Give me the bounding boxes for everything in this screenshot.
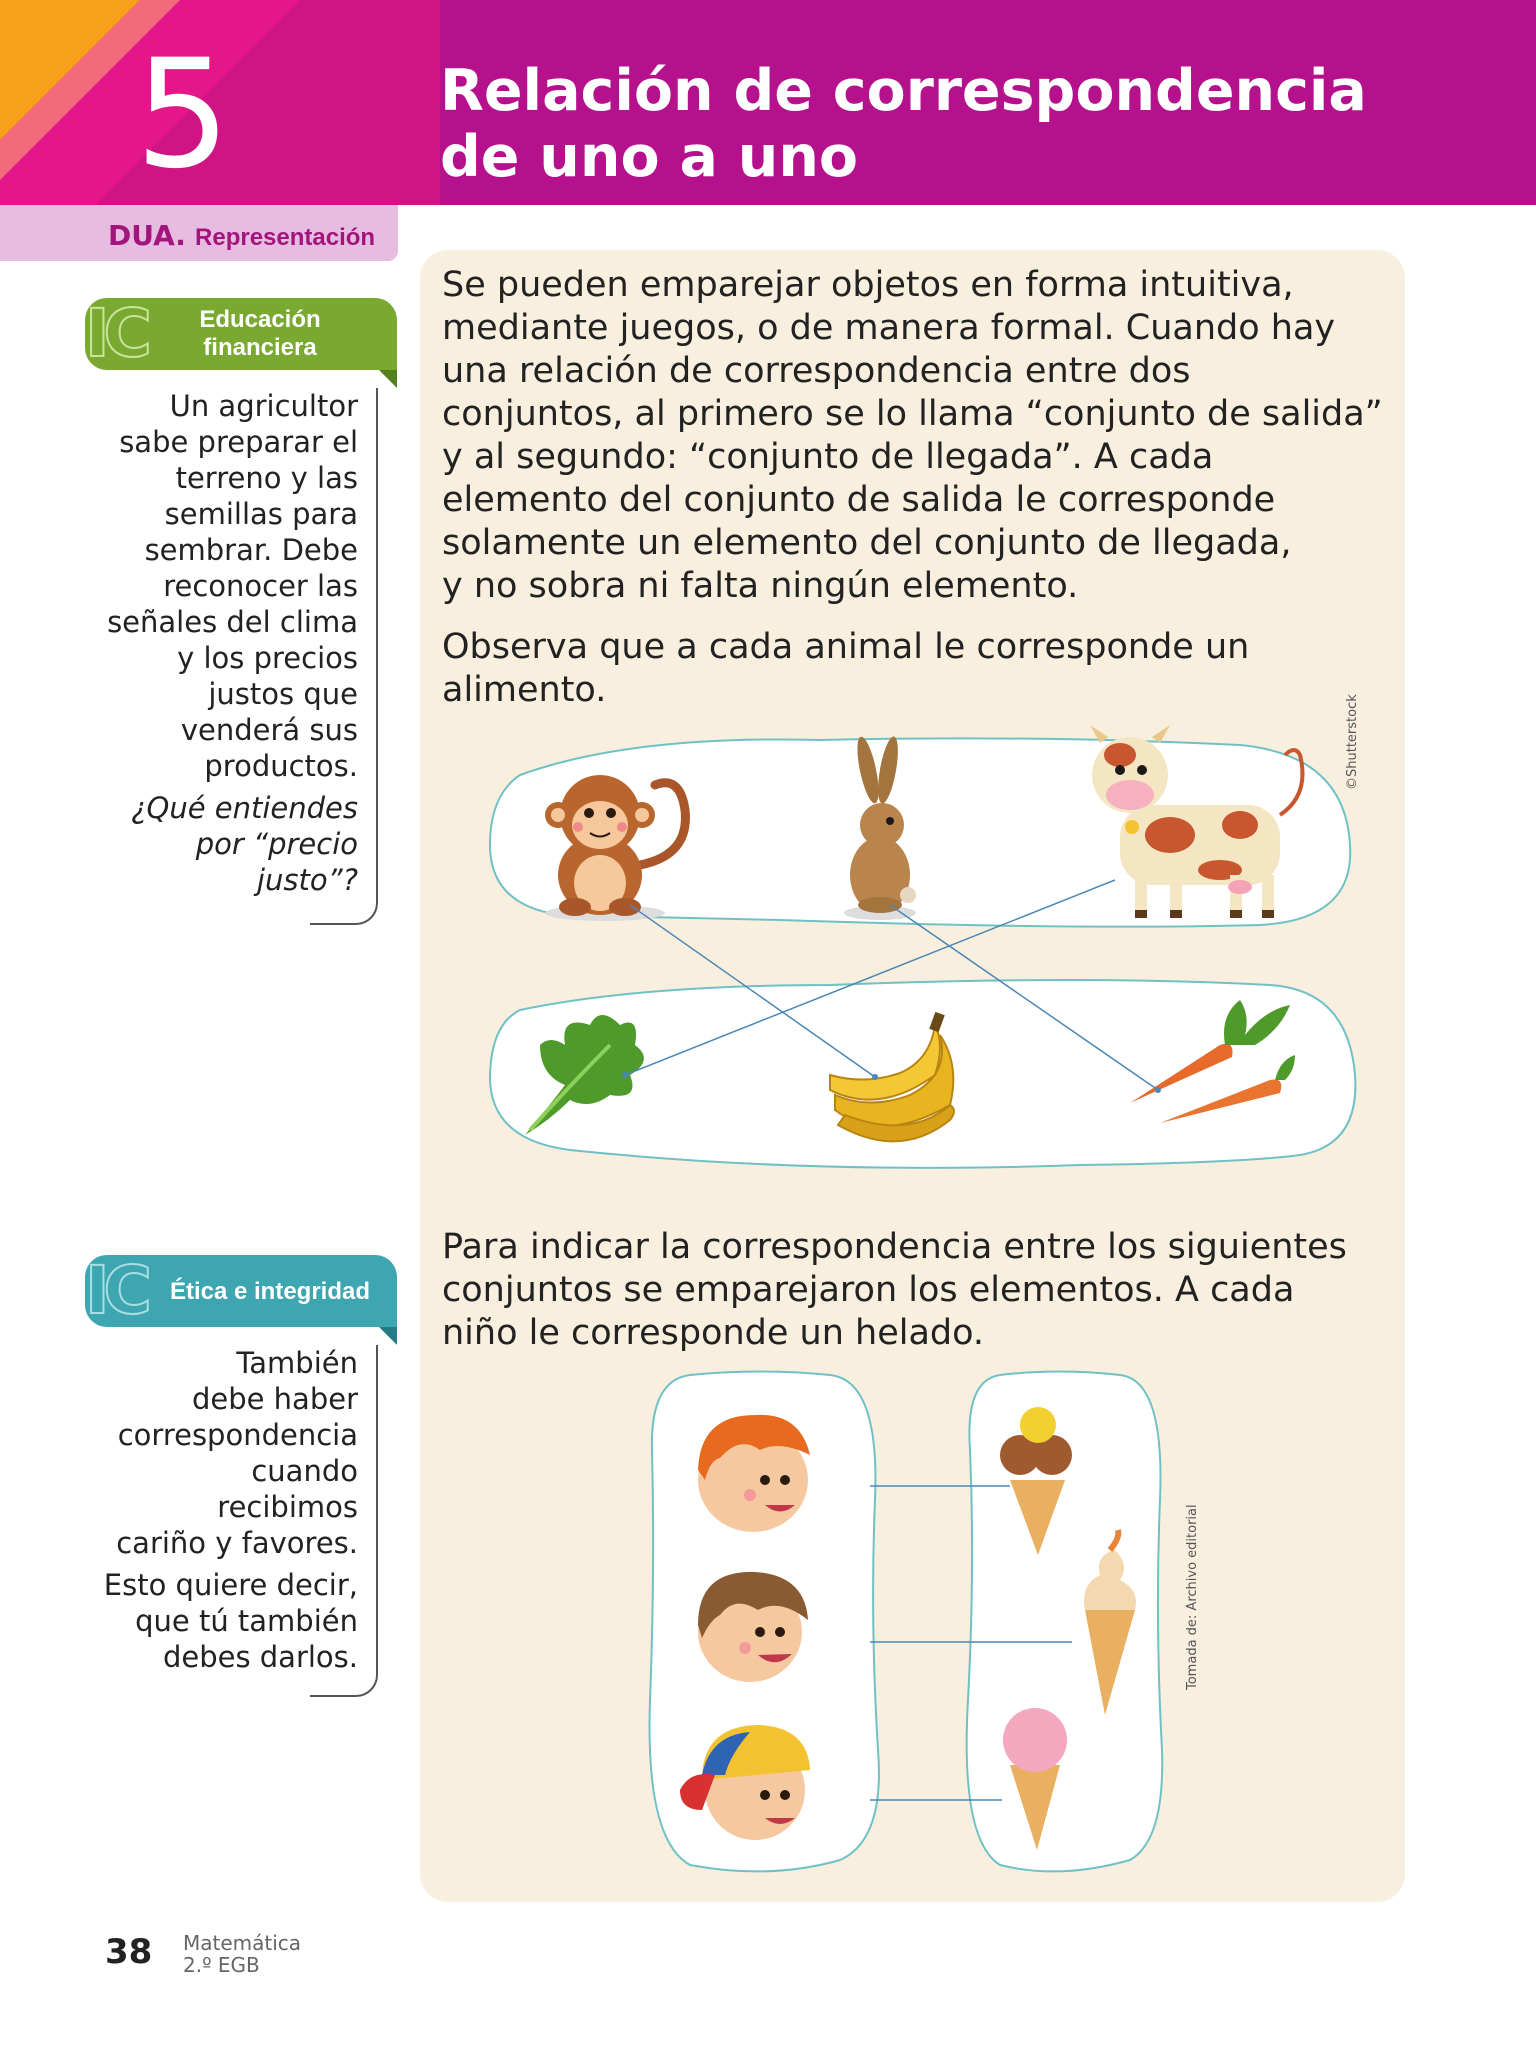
animals-food-diagram (480, 715, 1360, 1215)
tab-fold (379, 370, 397, 388)
text-line: terreno y las (175, 461, 358, 495)
text-line: una relación de correspondencia entre dos (442, 351, 1191, 391)
image-credit: ©Shutterstock (1345, 694, 1360, 790)
page-title (440, 58, 1500, 190)
image-credit: Tomada de: Archivo editorial (1185, 1504, 1200, 1690)
question-line: ¿Qué entiendes (131, 791, 358, 825)
text-line: conjuntos se emparejaron los elementos. A cada (442, 1270, 1295, 1310)
ethics-text (60, 1345, 358, 1675)
intro-paragraph (442, 264, 1392, 608)
text-line: elemento del conjunto de salida le corresponde (442, 480, 1276, 520)
text-line: y al segundo: “conjunto de llegada”. A cada (442, 437, 1214, 477)
text-line: señales del clima (107, 605, 358, 639)
text-line: sembrar. Debe (144, 533, 358, 567)
text-line: correspondencia (117, 1418, 358, 1452)
text-line: cariño y favores. (116, 1526, 358, 1560)
text-line: Observa que a cada animal le corresponde un (442, 627, 1250, 667)
text-line: productos. (204, 749, 358, 783)
dua-label-rest: Representación (195, 224, 376, 251)
ethics-title: Ética e integridad (169, 1278, 371, 1305)
ic-badge-icon: IC (85, 295, 146, 372)
unit-number: 5 (135, 28, 231, 202)
question-line: justo”? (256, 863, 358, 897)
text-line: justos que (208, 677, 358, 711)
text-line: que tú también (135, 1604, 358, 1638)
text-line: recibimos (217, 1490, 358, 1524)
dua-label (108, 219, 375, 252)
text-line: reconocer las (163, 569, 358, 603)
ic-badge-icon: IC (85, 1252, 146, 1329)
observe-paragraph (442, 626, 1392, 712)
second-paragraph (442, 1226, 1392, 1355)
financial-education-text (60, 388, 358, 898)
arrow-head (622, 1072, 628, 1078)
text-line: Se pueden emparejar objetos en forma intuitiva, (442, 265, 1294, 305)
grade-name: 2.º EGB (183, 1953, 260, 1977)
text-line: mediante juegos, o de manera formal. Cuando hay (442, 308, 1336, 348)
text-line: debe haber (191, 1382, 358, 1416)
text-line: conjuntos, al primero se lo llama “conjunto de salida” (442, 394, 1383, 434)
text-line: solamente un elemento del conjunto de llegada, (442, 523, 1292, 563)
text-line: y no sobra ni falta ningún elemento. (442, 566, 1079, 606)
question-line: por “precio (195, 827, 358, 861)
text-line: sabe preparar el (119, 425, 358, 459)
text-line: Para indicar la correspondencia entre los siguientes (442, 1227, 1347, 1267)
footer-subject (183, 1932, 301, 1976)
page-number: 38 (105, 1932, 153, 1972)
text-line: y los precios (177, 641, 358, 675)
arrow-head (1155, 1087, 1161, 1093)
text-line: Esto quiere decir, (103, 1568, 358, 1602)
arrow-head (872, 1074, 878, 1080)
tab-fold (379, 1327, 397, 1345)
title-line: Relación de correspondencia (440, 58, 1367, 124)
kid-1-image (698, 1415, 810, 1532)
subject-name: Matemática (183, 1931, 302, 1955)
text-line: alimento. (442, 670, 607, 710)
text-line: También (236, 1346, 358, 1380)
text-line: Un agricultor (169, 389, 358, 423)
financial-education-title (180, 306, 340, 362)
tab-title-line: Educación (199, 306, 321, 333)
text-line: venderá sus (180, 713, 358, 747)
text-line: debes darlos. (162, 1640, 358, 1674)
title-line: de uno a uno (440, 124, 859, 190)
text-line: cuando (251, 1454, 358, 1488)
text-line: niño le corresponde un helado. (442, 1313, 985, 1353)
tab-title-line: financiera (203, 334, 317, 361)
dua-label-bold: DUA. (108, 219, 186, 252)
text-line: semillas para (164, 497, 358, 531)
kids-icecream-diagram (640, 1370, 1180, 1880)
